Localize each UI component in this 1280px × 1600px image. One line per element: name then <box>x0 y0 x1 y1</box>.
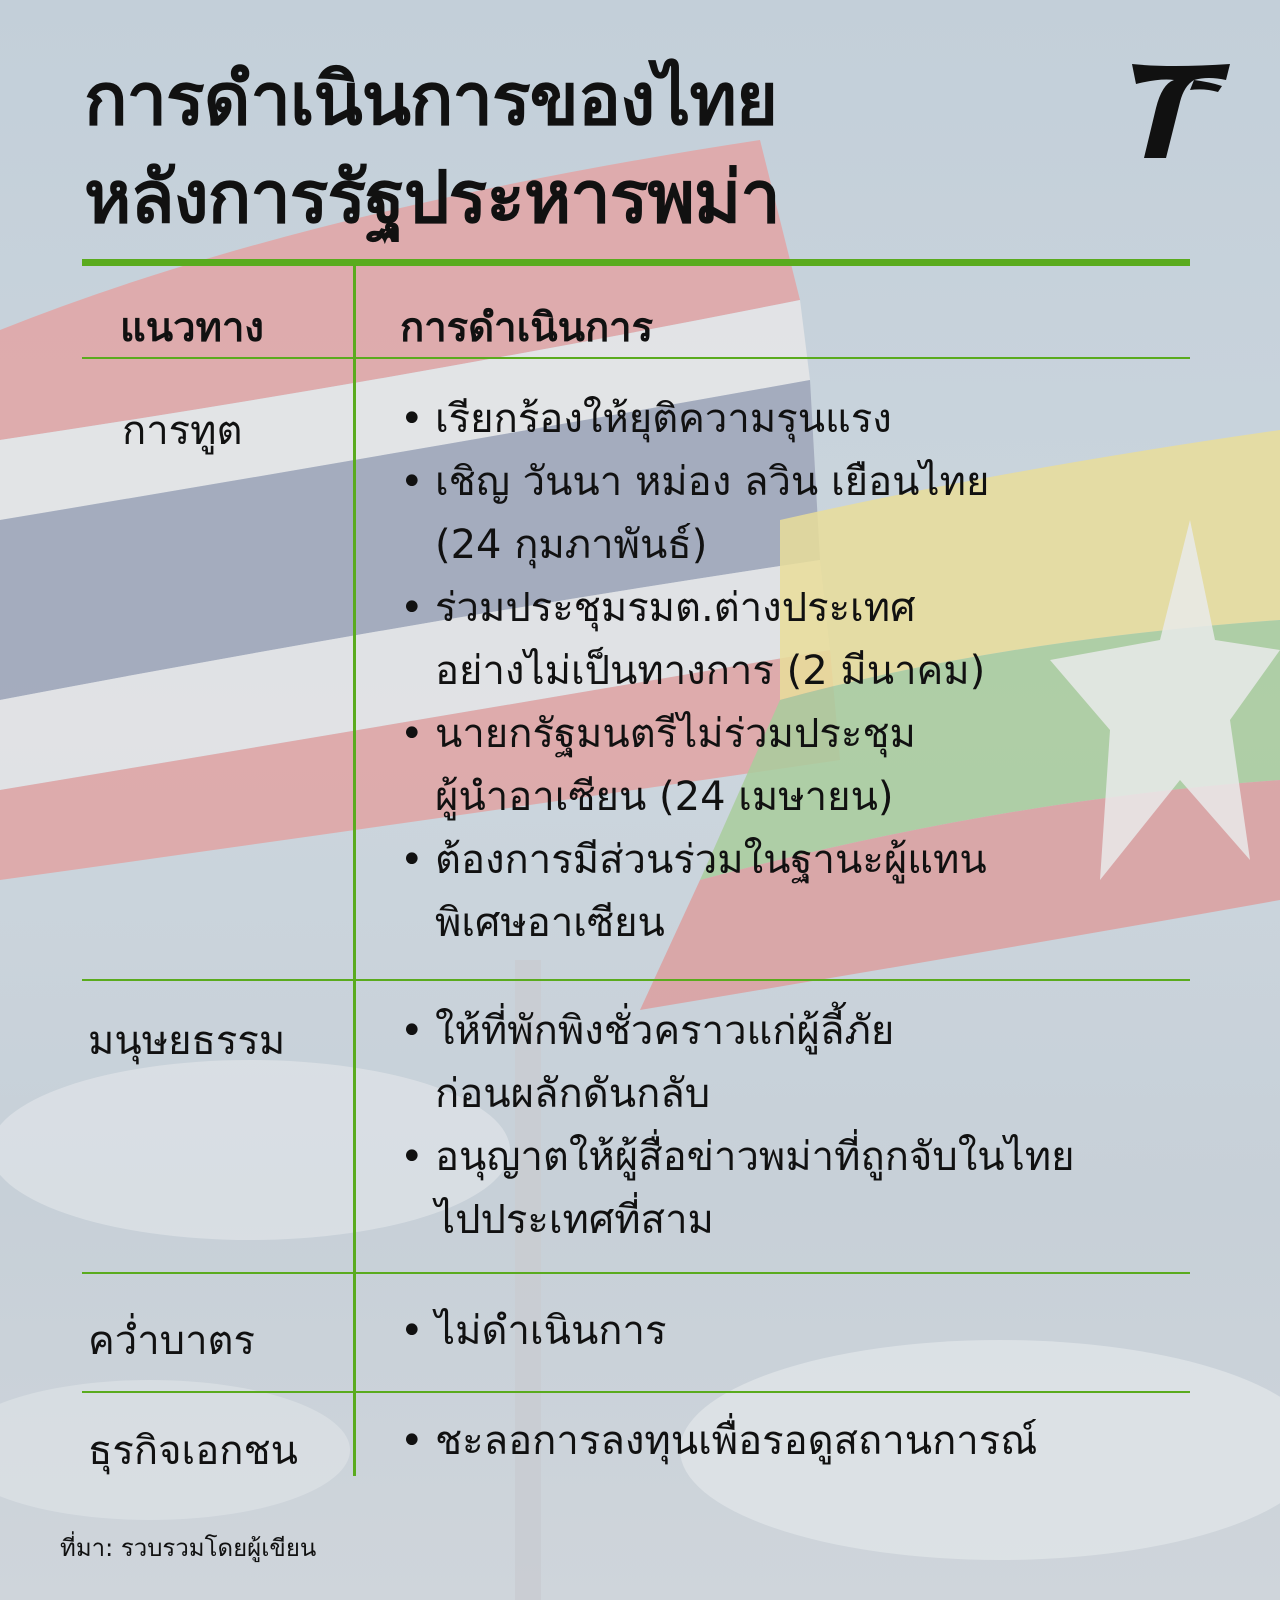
list-item <box>400 829 1215 955</box>
list-item <box>400 1300 1215 1363</box>
page-title <box>84 50 780 246</box>
row-category-sanctions: คว่ำบาตร <box>88 1318 255 1364</box>
list-item <box>400 577 1215 703</box>
list-item-text: อนุญาตให้ผู้สื่อข่าวพม่าที่ถูกจับในไทย ไปประเทศที่สาม <box>435 1134 1075 1243</box>
row-category-diplomacy: การทูต <box>122 408 243 454</box>
bullet: • <box>400 711 424 757</box>
table-column-divider <box>353 266 356 1476</box>
bullet: • <box>400 1418 424 1464</box>
bullet: • <box>400 1308 424 1354</box>
row-category-private-business: ธุรกิจเอกชน <box>88 1428 298 1474</box>
list-item <box>400 1000 1215 1126</box>
the-standard-logo-icon <box>1130 62 1235 162</box>
list-item <box>400 1410 1215 1473</box>
table-row-divider <box>82 1391 1190 1393</box>
list-item <box>400 388 1215 451</box>
row-items-humanitarian <box>400 1000 1215 1252</box>
list-item-text: เชิญ วันนา หม่อง ลวิน เยือนไทย (24 กุมภาพันธ์) <box>435 459 990 568</box>
title-divider <box>82 259 1190 266</box>
table-header-approach: แนวทาง <box>120 305 264 351</box>
table-row-divider <box>82 1272 1190 1274</box>
bullet: • <box>400 1134 424 1180</box>
list-item-text: เรียกร้องให้ยุติความรุนแรง <box>435 396 892 442</box>
bullet: • <box>400 1008 424 1054</box>
list-item-text: ชะลอการลงทุนเพื่อรอดูสถานการณ์ <box>435 1418 1038 1464</box>
list-item-text: ต้องการมีส่วนร่วมในฐานะผู้แทน พิเศษอาเซียน <box>435 837 987 946</box>
row-items-private-business <box>400 1410 1215 1473</box>
list-item <box>400 1126 1215 1252</box>
row-category-humanitarian: มนุษยธรรม <box>88 1018 286 1064</box>
row-items-sanctions <box>400 1300 1215 1363</box>
title-line-2: หลังการรัฐประหารพม่า <box>84 155 780 239</box>
title-line-1: การดำเนินการของไทย <box>84 57 778 141</box>
row-items-diplomacy <box>400 388 1215 955</box>
table-header-actions: การดำเนินการ <box>400 305 654 351</box>
source-note: ที่มา: รวบรวมโดยผู้เขียน <box>60 1534 317 1562</box>
list-item-text: ร่วมประชุมรมต.ต่างประเทศ อย่างไม่เป็นทางการ (2 มีนาคม) <box>435 585 986 694</box>
list-item-text: ให้ที่พักพิงชั่วคราวแก่ผู้ลี้ภัย ก่อนผลักดันกลับ <box>435 1008 895 1117</box>
list-item-text: นายกรัฐมนตรีไม่ร่วมประชุม ผู้นำอาเซียน (24 เมษายน) <box>435 711 916 820</box>
bullet: • <box>400 459 424 505</box>
bullet: • <box>400 837 424 883</box>
bullet: • <box>400 396 424 442</box>
list-item <box>400 703 1215 829</box>
list-item <box>400 451 1215 577</box>
table-row-divider <box>82 979 1190 981</box>
bullet: • <box>400 585 424 631</box>
list-item-text: ไม่ดำเนินการ <box>435 1308 667 1354</box>
